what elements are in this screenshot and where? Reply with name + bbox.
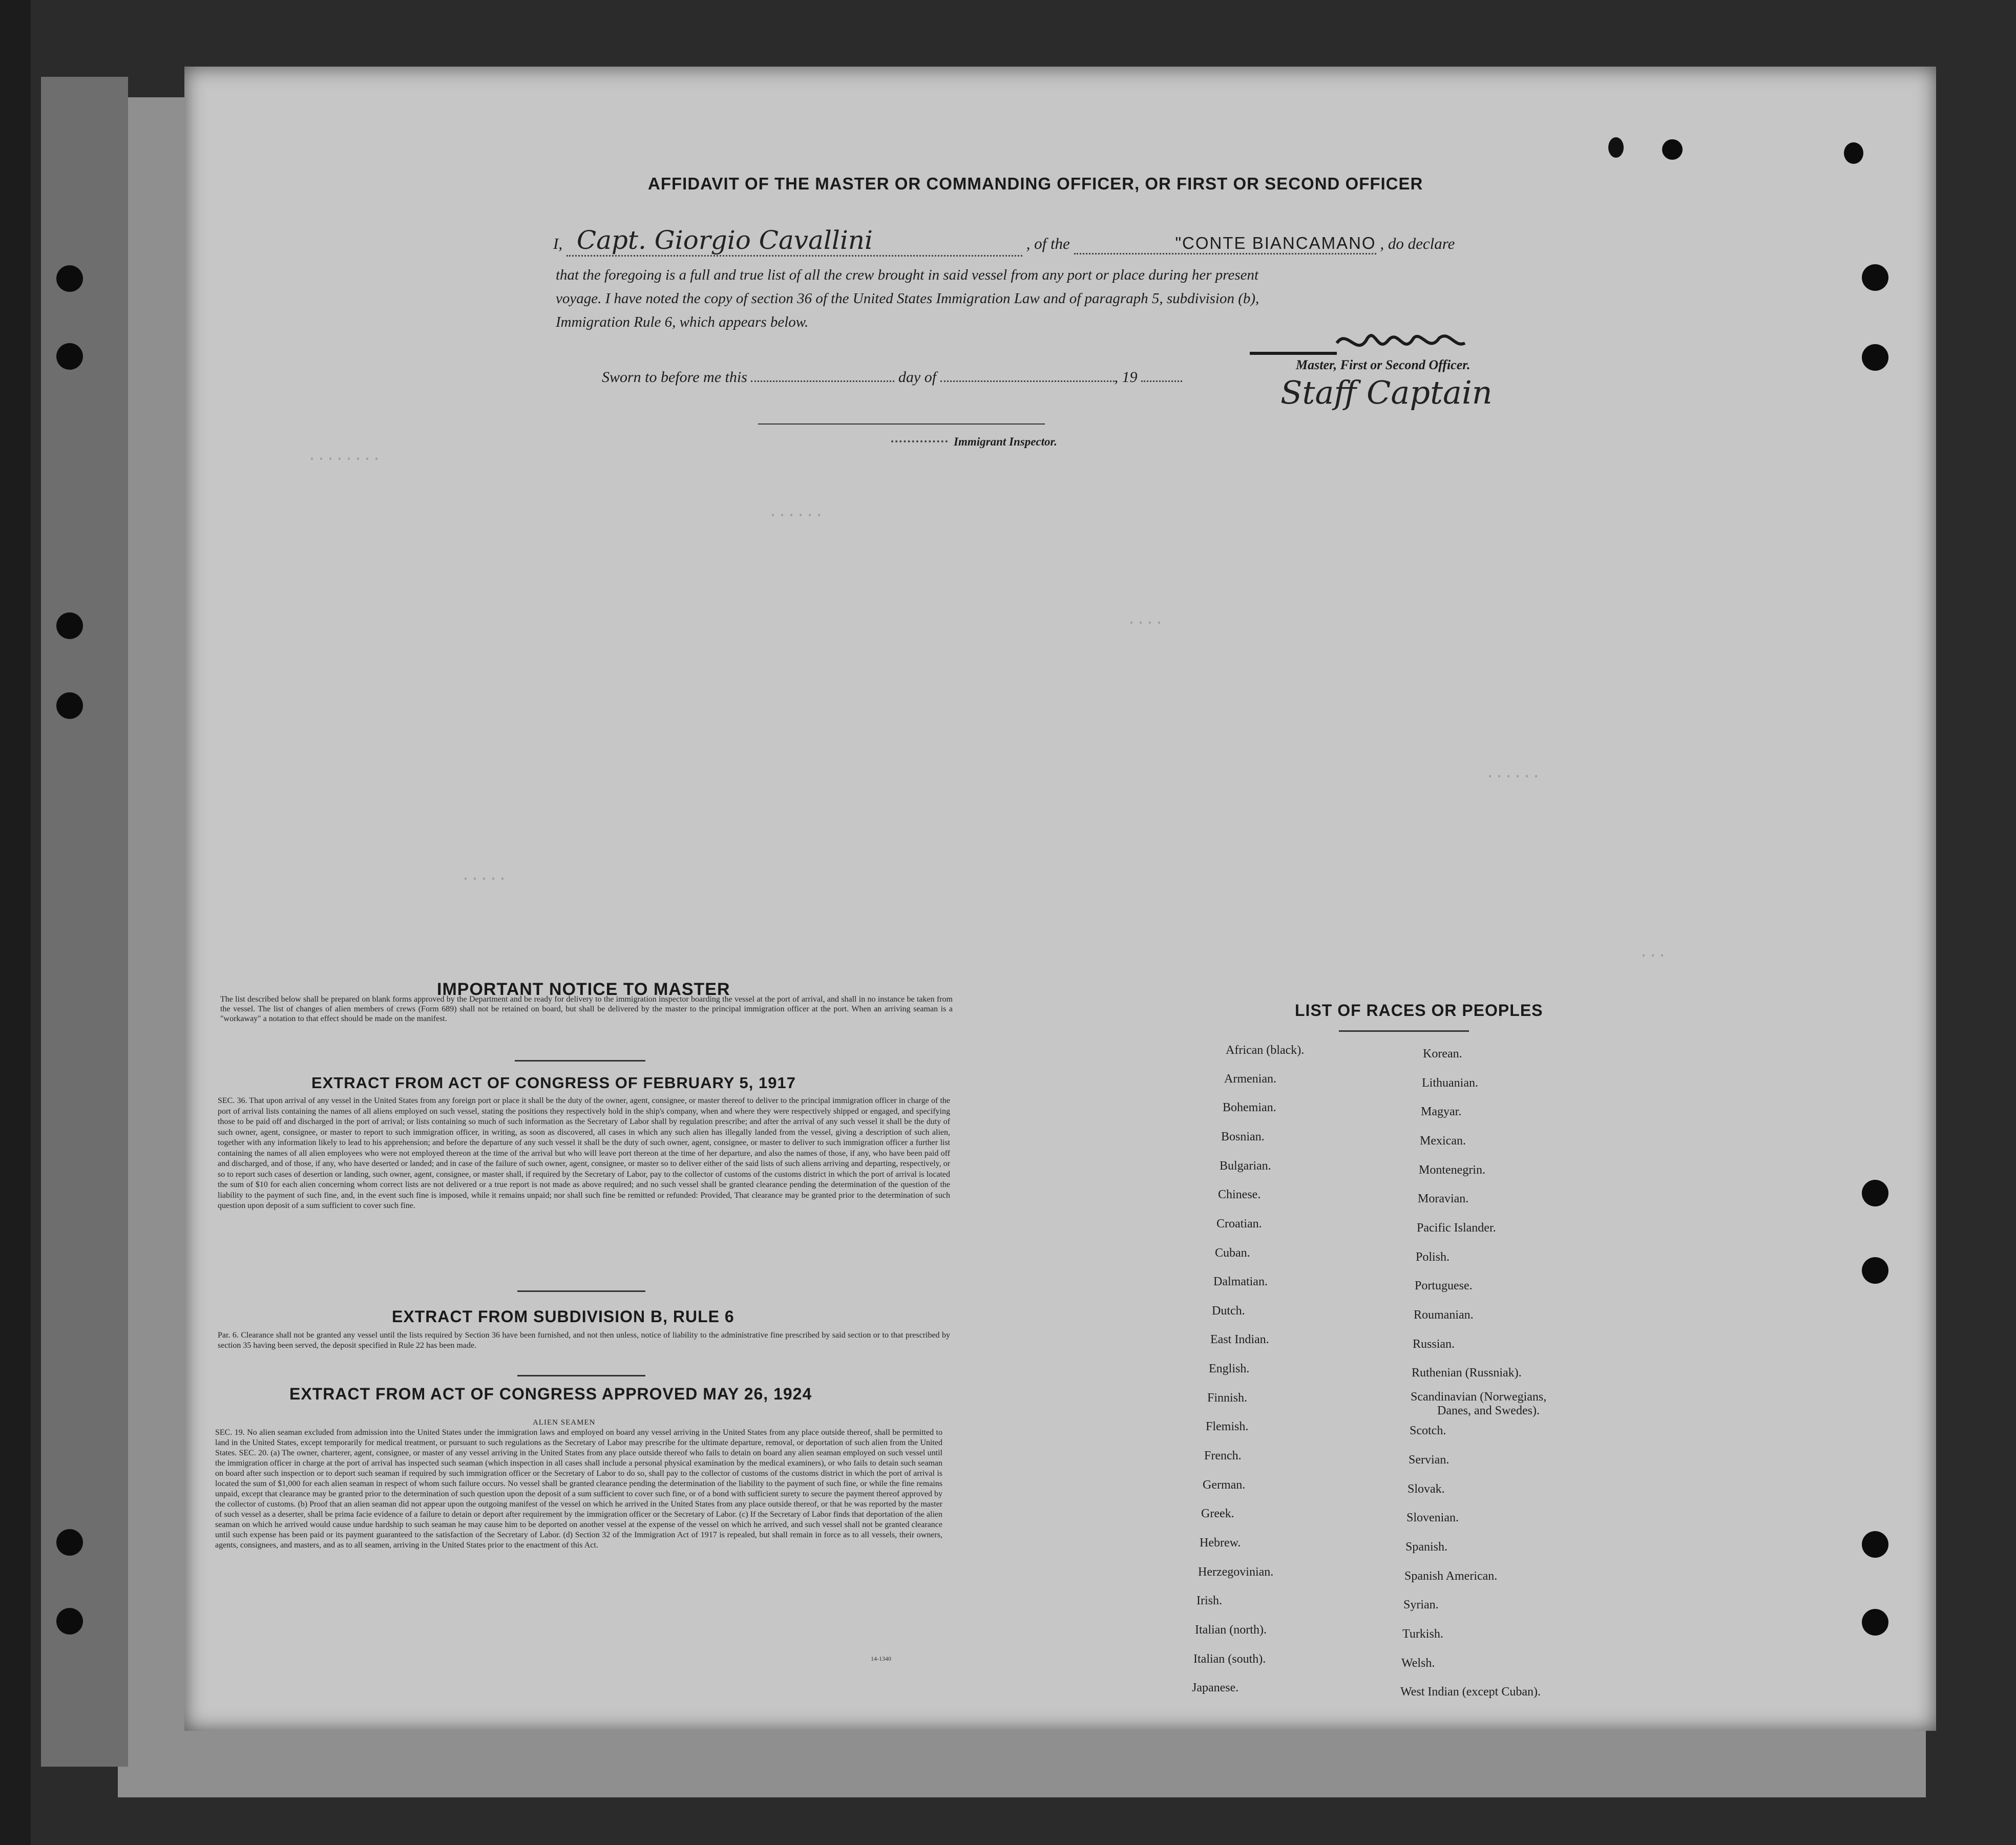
punch-hole [56,1608,83,1635]
race-item: Lithuanian. [1422,1076,1478,1090]
extract-rule6-text: Par. 6. Clearance shall not be granted any vessel until the lists required by Section 36 have been furnished, and not then unless, notice of liability to the administrative fine prescribed by said section or to that prescribed by section 35 having been served, the deposit specified in Rule 22 has been made. [218,1331,950,1350]
punch-hole [1844,142,1863,164]
race-item: Mexican. [1420,1134,1466,1148]
punch-hole [1662,139,1683,160]
races-title: LIST OF RACES OR PEOPLES [1295,1001,1543,1020]
race-item: West Indian (except Cuban). [1400,1685,1541,1699]
affidavit-line-1 [553,225,1455,257]
race-item: Hebrew. [1200,1536,1241,1550]
scan-border-left [0,0,31,1845]
race-item: Dutch. [1212,1304,1245,1318]
notice-title: IMPORTANT NOTICE TO MASTER [437,980,730,999]
race-item: Montenegrin. [1419,1163,1485,1177]
sworn-line [602,369,1182,386]
race-item: Chinese. [1218,1188,1261,1201]
vessel-name: "CONTE BIANCAMANO [1074,234,1376,255]
race-item-continuation: Danes, and Swedes). [1437,1404,1540,1417]
sworn-date-field[interactable] [751,380,894,382]
punch-hole [56,692,83,719]
affidavit-prefix: I, [553,235,563,252]
year-field[interactable] [1141,380,1182,382]
race-item: Korean. [1423,1047,1462,1061]
race-item: Pacific Islander. [1417,1221,1496,1235]
inspector-dotted-line [891,440,948,442]
punch-hole [1608,137,1624,158]
extract-1917-text: SEC. 36. That upon arrival of any vessel in the United States from any foreign port or place it shall be the duty of the owner, agent, consignee, or master thereof to deliver to the principal immigration officer in charge of the port of arrival lists containing the names of all aliens employed on such vessel, stating the positions they respectively hold in the ship's company, when and where they were respectively shipped or engaged, and specifying those to be paid off and discharged in the port of arrival; or lists containing so much of such information as the Secretary of Labor shall by regulation prescribe; and after the arrival of any such vessel it shall be the duty of such owner, agent, consignee, or master to report to such immigration officer, in writing, as soon as discovered, all cases in which any such alien has illegally landed from the vessel, giving a description of such alien, together with any information likely to lead to his apprehension; and before the departure of any such vessel it shall be the duty of such owner, agent, consignee, or master to deliver to such immigration officer a further list containing the names of all alien employees who were not employed thereon at the time of the arrival but who will leave port thereon at the time of her departure, and also the names of those, if any, who have been paid off and discharged, and of those, if any, who have deserted or landed; and in case of the failure of such owner, agent, consignee, or master so to deliver either of the said lists of such aliens arriving and departing, respectively, or so to report such cases of desertion or landing, such owner, agent, consignee, or master shall, if required by the Secretary of Labor, pay to the collector of customs of the customs district in which the port of arrival is located the sum of $10 for each alien concerning whom correct lists are not delivered or a true report is not made as above required; and no such vessel shall be granted clearance pending the determination of the question of the liability to the payment of such fine, and, in the event such fine is imposed, while it remains unpaid; nor shall such fine be remitted or refunded: Provided, That clearance may be granted prior to the determination of such question upon deposit of a sum sufficient to cover such fine. [218,1096,950,1210]
race-item: Russian. [1413,1338,1455,1351]
race-item: Ruthenian (Russniak). [1412,1366,1522,1380]
race-item: Scotch. [1410,1424,1446,1437]
race-item: Portuguese. [1415,1279,1473,1292]
race-item: Syrian. [1403,1598,1439,1611]
punch-hole [1862,1257,1888,1284]
race-item: Herzegovinian. [1198,1565,1274,1579]
race-item: Bohemian. [1223,1101,1276,1114]
affidavit-title: AFFIDAVIT OF THE MASTER OR COMMANDING OFFICER, OR FIRST OR SECOND OFFICER [648,174,1423,193]
race-item: African (black). [1226,1044,1305,1057]
extract-1924-title: EXTRACT FROM ACT OF CONGRESS APPROVED MAY 26, 1924 [289,1385,812,1403]
year-label: , 19 [1114,369,1138,386]
extract-1917-divider [517,1290,645,1292]
race-item: French. [1204,1449,1242,1462]
day-of-label: day of [898,369,937,386]
race-item: Armenian. [1224,1072,1276,1086]
punch-hole [1862,344,1888,371]
affidavit-body-line-3: Immigration Rule 6, which appears below. [556,314,809,330]
punch-hole [56,265,83,292]
punch-hole [1862,1609,1888,1636]
race-item: East Indian. [1210,1333,1269,1346]
do-declare-label: , do declare [1380,235,1455,252]
race-item: German. [1203,1478,1246,1492]
race-item: Dalmatian. [1213,1275,1268,1288]
race-item: Polish. [1416,1250,1450,1264]
race-item: Roumanian. [1414,1308,1474,1322]
affidavit-body-line-1: that the foregoing is a full and true list of all the crew brought in said vessel from any port or place during her present [556,267,1259,283]
race-item: Moravian. [1418,1192,1469,1205]
alien-seamen-subtitle: ALIEN SEAMEN [533,1418,596,1427]
race-item: Slovenian. [1406,1511,1459,1524]
master-role-label: Master, First or Second Officer. [1296,357,1471,372]
race-item: Servian. [1409,1453,1450,1467]
race-item: Bulgarian. [1220,1159,1271,1173]
race-item: Magyar. [1421,1105,1462,1118]
race-item: Slovak. [1408,1482,1445,1496]
punch-hole [56,1529,83,1556]
month-field[interactable] [940,380,1115,382]
race-item: Spanish. [1405,1540,1448,1554]
race-item: Turkish. [1402,1627,1443,1641]
form-number: 14-1340 [871,1655,891,1662]
inspector-signature-line [758,423,1045,425]
race-item: Irish. [1196,1594,1222,1607]
of-the-label: , of the [1026,235,1070,252]
race-item: Flemish. [1206,1420,1249,1433]
punch-hole [56,612,83,639]
sworn-label: Sworn to before me this [602,369,747,386]
race-item: Italian (south). [1193,1652,1266,1666]
punch-hole [1862,1180,1888,1206]
race-item: Cuban. [1215,1246,1250,1260]
race-item: Welsh. [1401,1657,1435,1670]
punch-hole [1862,1531,1888,1558]
notice-divider [515,1060,645,1062]
race-item: Scandinavian (Norwegians, [1411,1390,1547,1404]
race-item: Greek. [1201,1507,1234,1520]
extract-1924-text: SEC. 19. No alien seaman excluded from admission into the United States under the immigration laws and employed on board any vessel arriving in the United States from any place outside thereof, shall be permitted to land in the United States, except temporarily for medical treatment, or pursuant to such regulations as the Secretary of Labor may prescribe for the ultimate departure, removal, or deportation of such alien from the United States. SEC. 20. (a) The owner, charterer, agent, consignee, or master of any vessel arriving in the United States from any place outside thereof who fails to detain on board any alien seaman employed on such vessel until the immigration officer in charge at the port of arrival has inspected such seaman (which inspection in all cases shall include a personal physical examination by the medical examiners), or who fails to detain such seaman on board after such inspection or to deport such seaman if required by such immigration officer or the Secretary of Labor to do so, shall pay to the collector of customs of the customs district in which the port of arrival is located the sum of $1,000 for each alien seaman in respect of whom such failure occurs. No vessel shall be granted clearance pending the determination of the liability to the payment of such fine, or while the fine remains unpaid, except that clearance may be granted prior to the determination of such question upon the deposit of a sum sufficient to cover such fine, or of a bond with sufficient surety to secure the payment thereof approved by the collector of customs. (b) Proof that an alien seaman did not appear upon the outgoing manifest of the vessel on which he arrived in the United States from any place outside thereof, or that he was reported by the master of such vessel as a deserter, shall be prima facie evidence of a failure to detain or deport after requirement by the immigration officer or the Secretary of Labor. (c) If the Secretary of Labor finds that deportation of the alien seaman on which he arrived would cause undue hardship to such seaman he may cause him to be deported on another vessel at the expense of the vessel on which he arrived, and such vessel shall not be granted clearance until such expense has been paid or its payment guaranteed to the satisfaction of the Secretary of Labor. (d) Section 32 of the Immigration Act of 1917 is repealed, but shall remain in force as to all vessels, their owners, agents, consignees, and masters, and as to all seamen, arriving in the United States prior to the enactment of this Act. [215,1428,942,1550]
race-item: Italian (north). [1195,1623,1267,1637]
underlying-sheet-margin [41,77,128,1767]
notice-text: The list described below shall be prepared on blank forms approved by the Department and be ready for delivery to the immigration inspector boarding the vessel at the port of arrival, and shall in no instance be taken from the vessel. The list of changes of alien members of crews (Form 689) shall not be retained on board, but shall be delivered by the master to the principal immigration officer at the port. When an arriving seaman is a "workaway" a notation to that effect should be made on the manifest. [220,995,953,1023]
extract-rule6-title: EXTRACT FROM SUBDIVISION B, RULE 6 [392,1307,734,1326]
officer-name-handwritten: Capt. Giorgio Cavallini [566,225,1022,257]
staff-captain-signature: Staff Captain [1280,374,1493,411]
punch-hole [56,343,83,370]
inspector-label: Immigrant Inspector. [954,435,1057,448]
affidavit-body-line-2: voyage. I have noted the copy of section 36 of the United States Immigration Law and of paragraph 5, subdivision (b), [556,290,1259,307]
race-item: Spanish American. [1404,1570,1498,1583]
races-divider [1339,1030,1469,1032]
punch-hole [1862,264,1888,291]
race-item: Bosnian. [1221,1130,1265,1143]
extract-rule6-divider [517,1375,645,1376]
race-item: Japanese. [1192,1681,1239,1694]
race-item: English. [1209,1362,1250,1375]
extract-1917-title: EXTRACT FROM ACT OF CONGRESS OF FEBRUARY 5, 1917 [311,1074,796,1092]
race-item: Croatian. [1216,1217,1262,1231]
race-item: Finnish. [1207,1391,1248,1405]
